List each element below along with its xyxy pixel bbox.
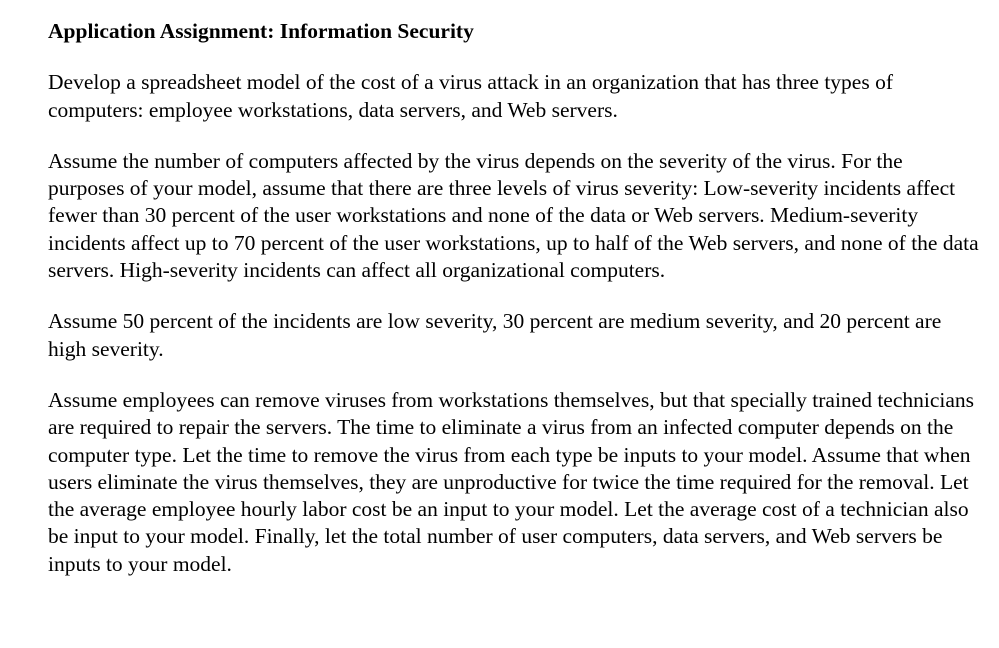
document-page (48, 18, 983, 578)
paragraph-severity-levels: Assume the number of computers affected by the virus depends on the severity of the virus. For the purposes of your model, assume that there are three levels of virus severity: Low-severity incidents affect fewer than 30 percent of the user workstations and none of the data or Web servers. Medium-severity incidents affect up to 70 percent of the user workstations, up to half of the Web servers, and none of the data servers. High-severity incidents can affect all organizational computers. (48, 148, 979, 283)
paragraph-model-overview: Develop a spreadsheet model of the cost of a virus attack in an organization that has three types of computers: employee workstations, data servers, and Web servers. (48, 70, 893, 122)
assignment-heading: Application Assignment: Information Security (48, 19, 474, 43)
paragraph-severity-distribution: Assume 50 percent of the incidents are low severity, 30 percent are medium severity, and 20 percent are high severity. (48, 309, 942, 361)
paragraph-removal-costs: Assume employees can remove viruses from workstations themselves, but that specially trained technicians are required to repair the servers. The time to eliminate a virus from an infected computer depends on the computer type. Let the time to remove the virus from each type be inputs to your model. Assume that when users eliminate the virus themselves, they are unproductive for twice the time required for the removal. Let the average employee hourly labor cost be an input to your model. Let the average cost of a technician also be input to your model. Finally, let the total number of user computers, data servers, and Web servers be inputs to your model. (48, 387, 975, 576)
